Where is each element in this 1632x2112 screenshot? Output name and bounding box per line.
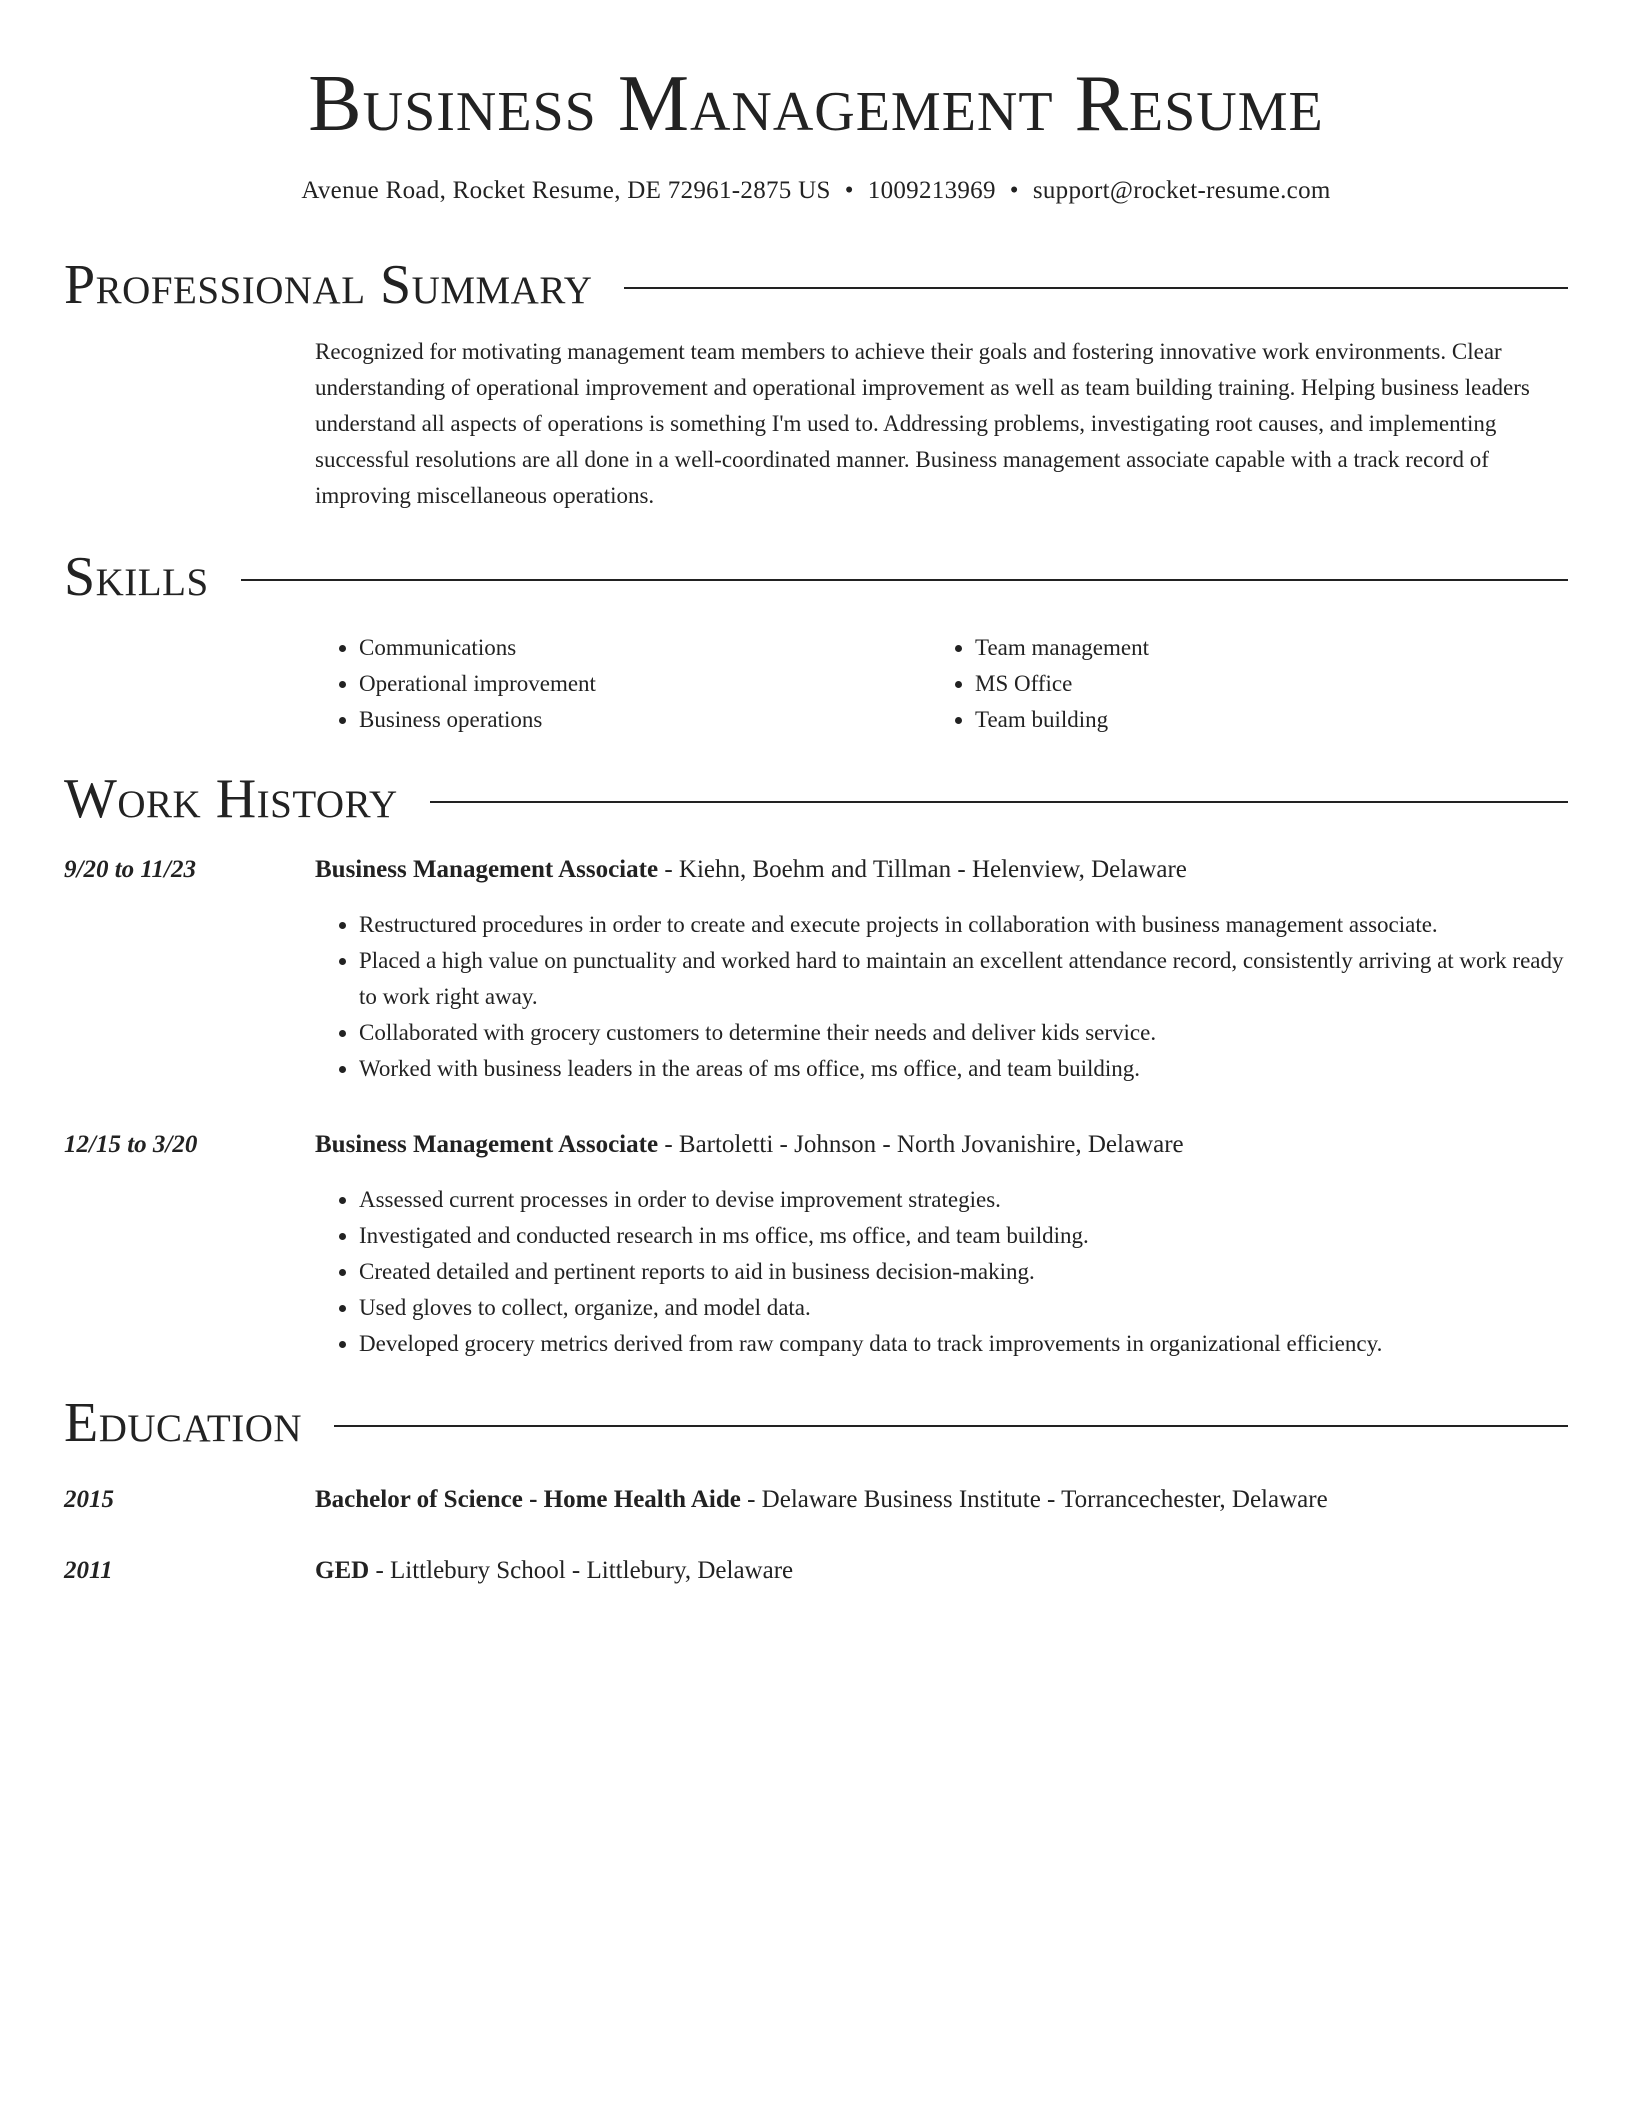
summary-heading: Professional Summary <box>64 254 593 316</box>
section-divider <box>430 801 1568 803</box>
skills-section-header <box>64 542 1568 612</box>
education-heading-line <box>315 1553 1568 1589</box>
job-bullet: • Restructured procedures in order to create and execute projects in collaboration with business management associate. <box>359 907 1568 943</box>
skill-item: • Business operations <box>359 702 931 738</box>
section-divider <box>624 287 1568 289</box>
summary-section-header <box>64 250 1568 320</box>
education-heading-line <box>315 1482 1568 1518</box>
job-bullet: • Assessed current processes in order to devise improvement strategies. <box>359 1182 1568 1218</box>
skills-list-right <box>931 630 1547 738</box>
section-divider <box>241 579 1568 581</box>
education-section-header <box>64 1388 1568 1458</box>
skills-body <box>315 630 1568 738</box>
summary-body <box>315 334 1568 514</box>
education-degree: GED <box>315 1557 370 1584</box>
education-school-location: - Delaware Business Institute - Torrancechester, Delaware <box>740 1486 1328 1513</box>
education-entry <box>64 1482 1568 1518</box>
resume-title: Business Management Resume <box>308 60 1324 148</box>
work-section-header <box>64 764 1568 834</box>
section-divider <box>334 1425 1568 1427</box>
job-entry <box>64 852 1568 1087</box>
skills-grid <box>315 630 1568 738</box>
contact-separator: • <box>1009 177 1019 204</box>
job-bullet: • Used gloves to collect, organize, and model data. <box>359 1290 1568 1326</box>
resume-page <box>64 0 1568 1589</box>
job-bullet: • Developed grocery metrics derived from raw company data to track improvements in organizational efficiency. <box>359 1326 1568 1362</box>
contact-line <box>64 174 1568 208</box>
job-heading <box>315 1127 1568 1163</box>
skills-list-left <box>315 630 931 738</box>
education-year: 2015 <box>64 1486 114 1513</box>
contact-phone: 1009213969 <box>867 177 996 204</box>
job-bullets <box>315 907 1568 1087</box>
skill-item: • MS Office <box>975 666 1547 702</box>
contact-separator: • <box>844 177 854 204</box>
education-entry <box>64 1553 1568 1589</box>
skill-item: • Team management <box>975 630 1547 666</box>
job-dates: 9/20 to 11/23 <box>64 856 196 883</box>
job-heading <box>315 852 1568 888</box>
skill-item: • Communications <box>359 630 931 666</box>
job-role: Business Management Associate <box>315 1131 659 1158</box>
summary-text: Recognized for motivating management team members to achieve their goals and fostering innovative work environments. Clear understanding of operational improvement and operational improvement as well as team building training. Helping business leaders understand all aspects of operations is something I'm used to. Addressing problems, investigating root causes, and implementing successful resolutions are all done in a well-coordinated manner. Business management associate capable with a track record of improving miscellaneous operations. <box>315 339 1530 508</box>
job-bullet: • Investigated and conducted research in ms office, ms office, and team building. <box>359 1218 1568 1254</box>
work-heading: Work History <box>64 768 398 830</box>
job-bullet: • Collaborated with grocery customers to determine their needs and deliver kids service. <box>359 1015 1568 1051</box>
job-detail <box>315 852 1568 1087</box>
education-year: 2011 <box>64 1557 113 1584</box>
education-school-location: - Littlebury School - Littlebury, Delaware <box>369 1557 794 1584</box>
job-dates: 12/15 to 3/20 <box>64 1131 198 1158</box>
job-role: Business Management Associate <box>315 856 659 883</box>
job-employer-location: - Kiehn, Boehm and Tillman - Helenview, Delaware <box>658 856 1187 883</box>
education-heading: Education <box>64 1392 303 1454</box>
job-employer-location: - Bartoletti - Johnson - North Jovanishire, Delaware <box>658 1131 1184 1158</box>
education-detail <box>315 1553 1568 1589</box>
education-degree: Bachelor of Science - Home Health Aide <box>315 1486 741 1513</box>
contact-address: Avenue Road, Rocket Resume, DE 72961-2875 US <box>301 177 831 204</box>
job-bullet: • Created detailed and pertinent reports to aid in business decision-making. <box>359 1254 1568 1290</box>
skill-item: • Team building <box>975 702 1547 738</box>
education-detail <box>315 1482 1568 1518</box>
skill-item: • Operational improvement <box>359 666 931 702</box>
job-bullet: • Placed a high value on punctuality and worked hard to maintain an excellent attendance record, consistently arriving at work ready to work right away. <box>359 943 1568 1015</box>
skills-heading: Skills <box>64 546 209 608</box>
contact-email: support@rocket-resume.com <box>1032 177 1331 204</box>
job-bullet: • Worked with business leaders in the areas of ms office, ms office, and team building. <box>359 1051 1568 1087</box>
job-entry <box>64 1127 1568 1362</box>
job-detail <box>315 1127 1568 1362</box>
job-bullets <box>315 1182 1568 1362</box>
